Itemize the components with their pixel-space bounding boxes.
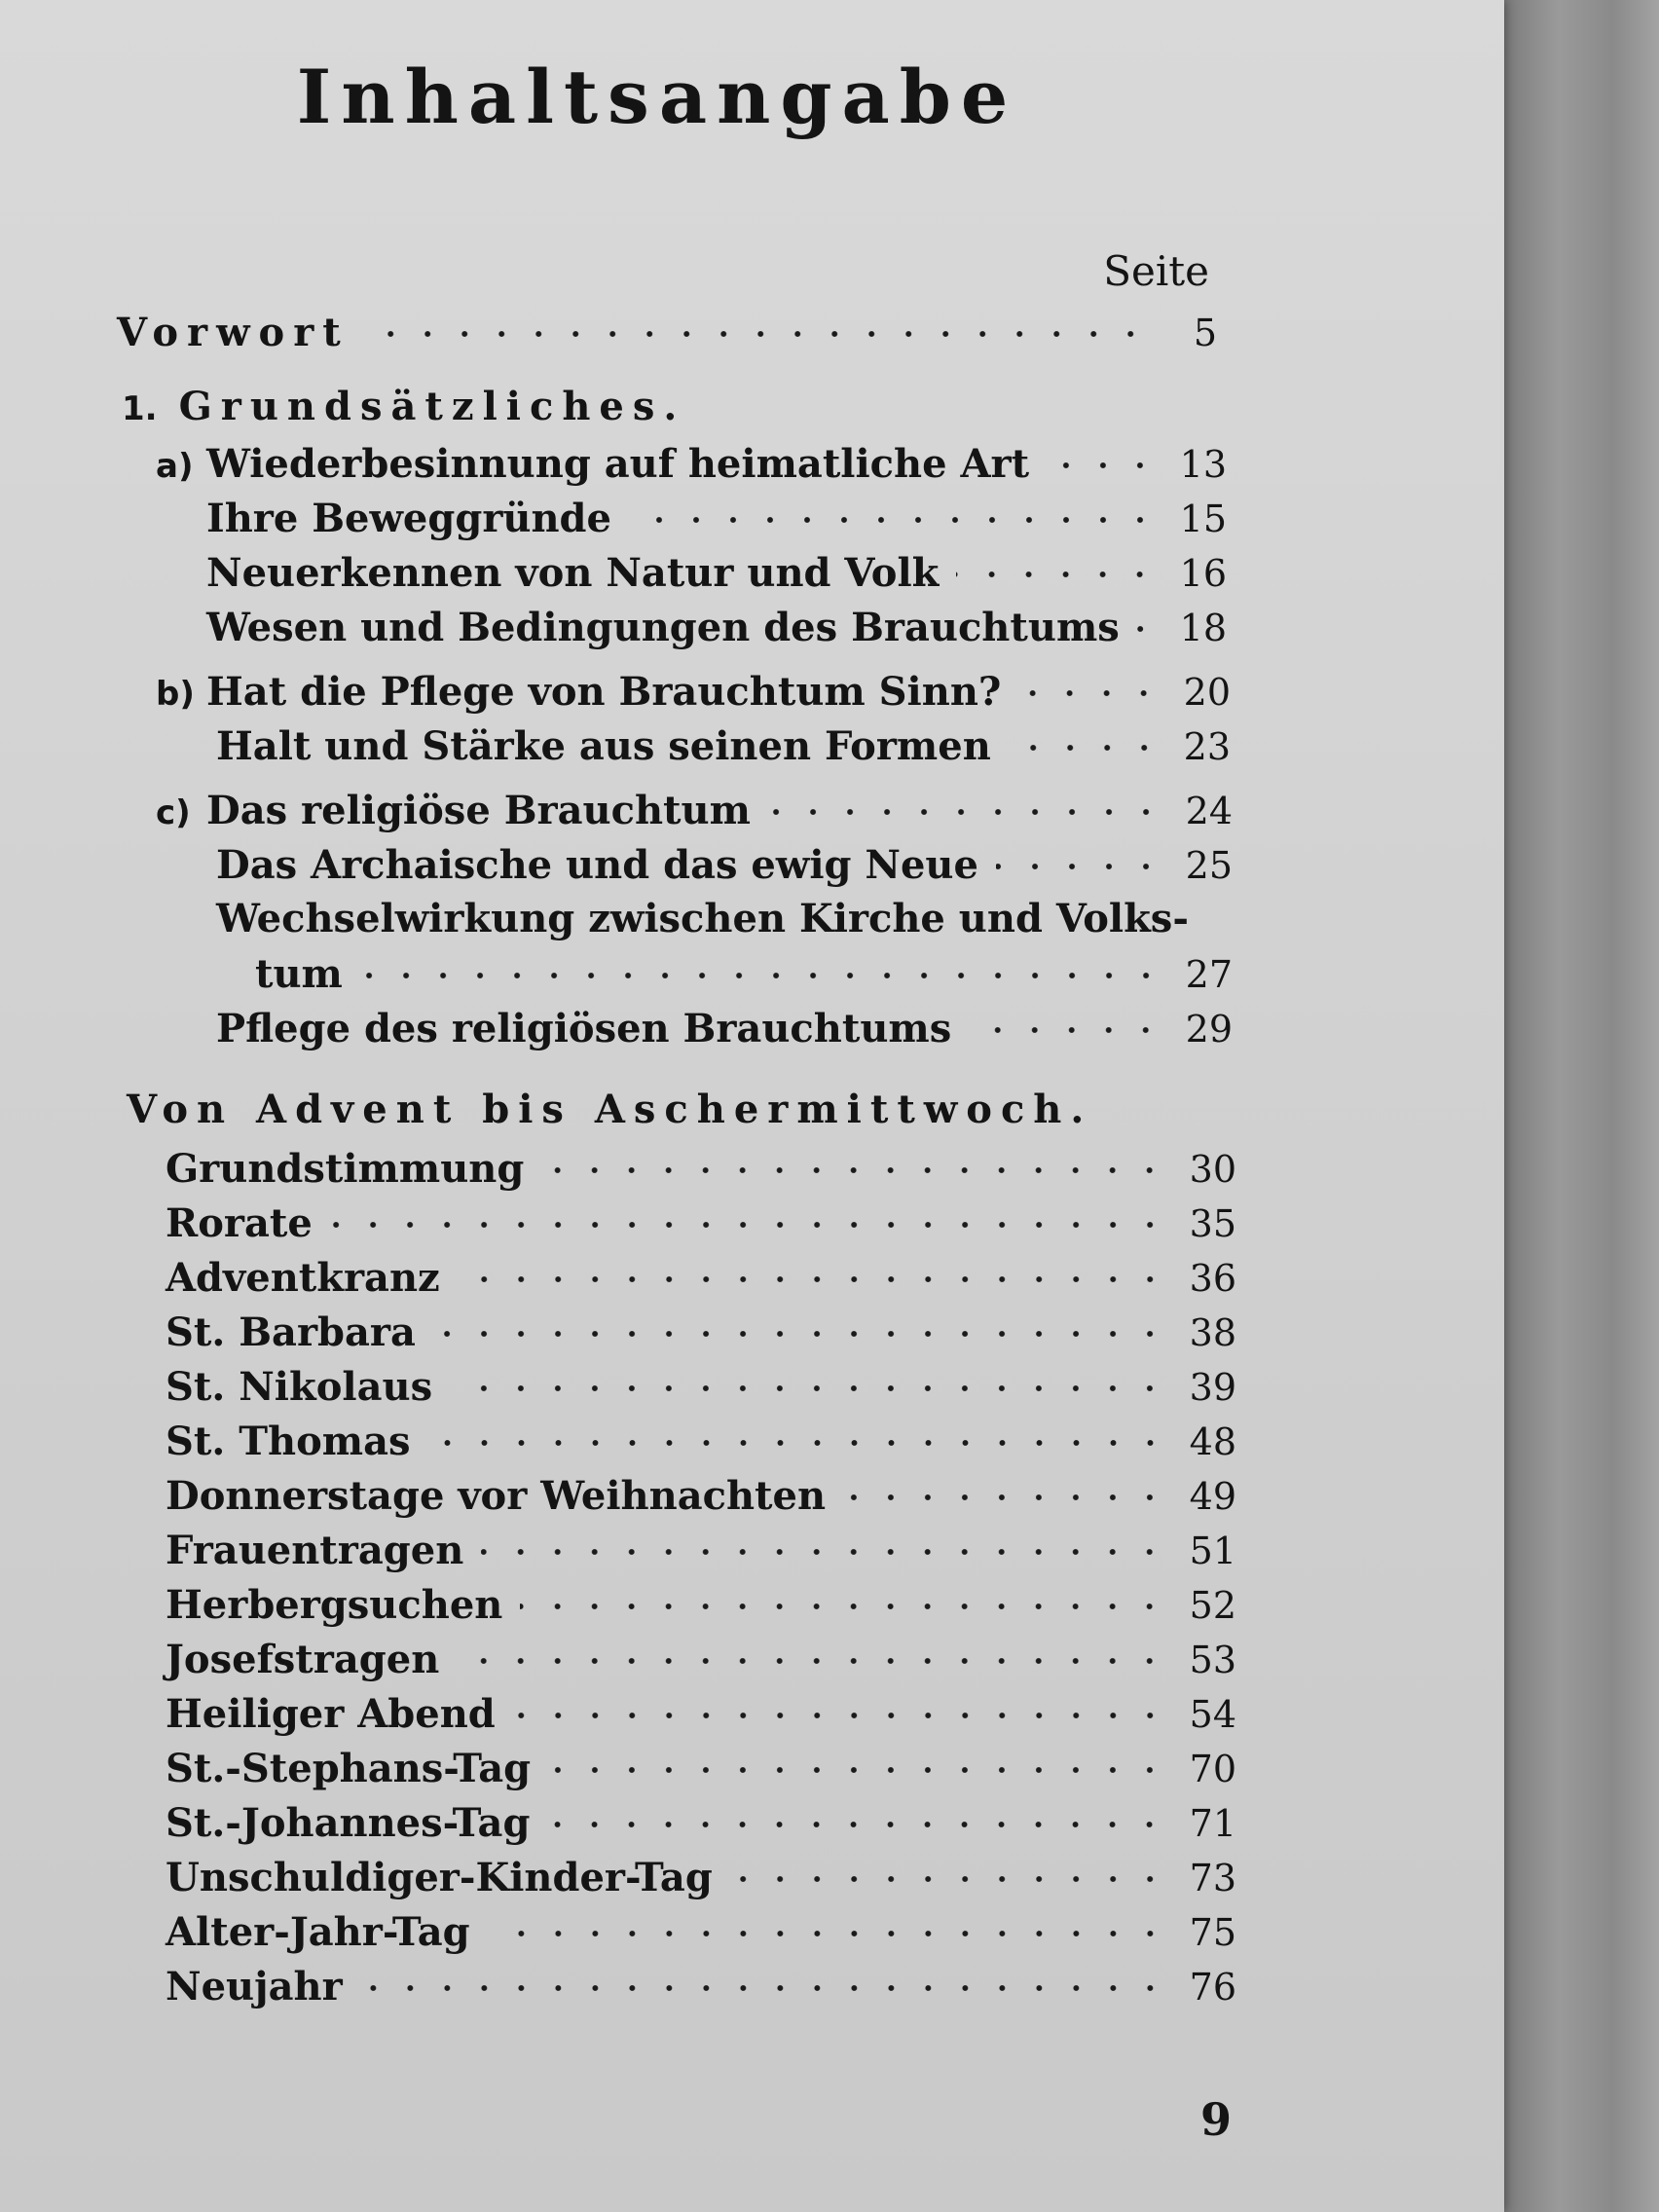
toc-page-number: 30 (1189, 1148, 1236, 1191)
toc-section-heading (127, 1085, 1227, 1135)
toc-entry (216, 720, 1231, 771)
toc-entry-label: Vorwort (117, 310, 350, 355)
toc-page-number: 49 (1189, 1475, 1236, 1518)
toc-page-number: 27 (1185, 953, 1233, 996)
dot-leader (1018, 674, 1162, 713)
toc-page-number: 16 (1179, 552, 1227, 595)
dot-leader (481, 1532, 1168, 1571)
toc-page-number: 36 (1189, 1257, 1236, 1300)
toc-entry-label: St.-Johannes-Tag (166, 1800, 531, 1846)
toc-entry-label: Neuerkennen von Natur und Volk (206, 550, 940, 596)
toc-entry (166, 1252, 1236, 1303)
toc-entry (166, 1688, 1236, 1739)
toc-entry-label: St. Nikolaus (166, 1364, 433, 1410)
toc-page-number: 70 (1189, 1748, 1236, 1790)
toc-entry-label: Josefstragen (166, 1637, 440, 1682)
dot-leader (1047, 446, 1159, 485)
toc-entry-label: Grundsätzliches. (178, 384, 686, 429)
toc-entry-label: Unschuldiger-Kinder-Tag (166, 1855, 713, 1900)
dot-leader (768, 793, 1164, 831)
toc-section-heading (122, 382, 1222, 432)
toc-entry-label: Alter-Jahr-Tag (166, 1909, 470, 1955)
toc-entry-label: Grundstimmung (166, 1146, 525, 1192)
dot-leader (1009, 728, 1162, 767)
toc-entry (166, 1579, 1236, 1630)
dot-leader (458, 1260, 1168, 1299)
toc-page-number: 23 (1183, 725, 1231, 768)
toc-entry (255, 948, 1233, 999)
toc-entry-label: Wesen und Bedingungen des Brauchtums (206, 605, 1120, 650)
toc-page-number: 35 (1189, 1202, 1236, 1245)
toc-entry-label: St. Barbara (166, 1309, 416, 1355)
toc-entry-vorwort (117, 307, 1217, 357)
toc-entry (166, 1307, 1236, 1357)
toc-page-number: 52 (1189, 1584, 1236, 1627)
subsection-marker: b) (156, 675, 195, 714)
toc-entry-label: Rorate (166, 1200, 313, 1246)
folio-page-number: 9 (1199, 2093, 1232, 2146)
dot-leader (1137, 609, 1159, 648)
toc-page-number: 5 (1193, 312, 1217, 354)
toc-page-number: 18 (1179, 607, 1227, 649)
toc-page-number: 25 (1185, 844, 1233, 887)
toc-entry-label: Ihre Beweggründe (206, 496, 611, 541)
dot-leader (513, 1696, 1168, 1735)
toc-entry (166, 1470, 1236, 1521)
toc-entry-label: St. Thomas (166, 1419, 411, 1464)
binding-strip (1504, 0, 1659, 2212)
page-title: Inhaltsangabe (296, 54, 1018, 140)
dot-leader (428, 1423, 1168, 1462)
toc-page-number: 54 (1189, 1693, 1236, 1736)
toc-entry (166, 1525, 1236, 1575)
toc-page-number: 29 (1185, 1008, 1233, 1051)
toc-entry (206, 493, 1227, 543)
toc-entry (156, 666, 1231, 717)
toc-page-number: 53 (1189, 1639, 1236, 1681)
toc-page-number: 39 (1189, 1366, 1236, 1409)
toc-entry-label: Das religiöse Brauchtum (206, 788, 751, 833)
toc-entry-label: Heiliger Abend (166, 1691, 496, 1737)
section-number: 1. (122, 389, 158, 428)
dot-leader (996, 847, 1164, 886)
toc-entry-label: Wiederbesinnung auf heimatliche Art (206, 441, 1030, 487)
toc-entry-label: tum (255, 951, 343, 997)
toc-page-number: 73 (1189, 1857, 1236, 1899)
dot-leader (956, 555, 1159, 594)
toc-entry (216, 1003, 1233, 1053)
dot-leader (843, 1478, 1168, 1517)
toc-entry (166, 1361, 1236, 1412)
dot-leader (433, 1314, 1168, 1353)
toc-entry-label: Frauentragen (166, 1528, 464, 1573)
toc-entry-label: Neujahr (166, 1964, 343, 2009)
dot-leader (520, 1587, 1168, 1626)
dot-leader (547, 1805, 1168, 1844)
toc-entry (166, 1743, 1236, 1793)
dot-leader (629, 500, 1159, 539)
toc-entry-label: Herbergsuchen (166, 1582, 503, 1628)
toc-page-number: 51 (1189, 1530, 1236, 1572)
toc-entry-label: Donnerstage vor Weihnachten (166, 1473, 827, 1519)
toc-entry (166, 1198, 1236, 1248)
toc-entry (206, 547, 1227, 598)
toc-page-number: 48 (1189, 1420, 1236, 1463)
toc-entry (216, 894, 1233, 944)
toc-entry (166, 1852, 1236, 1902)
toc-entry (156, 785, 1233, 835)
dot-leader (360, 1969, 1168, 2008)
dot-leader (488, 1914, 1168, 1953)
toc-page-number: 13 (1179, 443, 1227, 486)
dot-leader (548, 1751, 1168, 1789)
dot-leader (969, 1011, 1164, 1050)
toc-page-number: 75 (1189, 1911, 1236, 1954)
toc-entry (166, 1416, 1236, 1466)
toc-entry (166, 1143, 1236, 1194)
toc-entry (206, 602, 1227, 652)
toc-entry-label: Hat die Pflege von Brauchtum Sinn? (206, 669, 1002, 715)
dot-leader (457, 1641, 1168, 1680)
page-column-label: Seite (1103, 247, 1209, 295)
toc-entry (166, 1906, 1236, 1957)
toc-page-number: 15 (1179, 498, 1227, 540)
toc-page-number: 24 (1185, 790, 1233, 832)
subsection-marker: c) (156, 793, 191, 832)
dot-leader (541, 1151, 1168, 1190)
toc-entry-label: Pflege des religiösen Brauchtums (216, 1006, 952, 1051)
toc-entry (156, 438, 1227, 489)
toc-entry (166, 1797, 1236, 1848)
dot-leader (330, 1205, 1168, 1244)
toc-entry (166, 1961, 1236, 2011)
dot-leader (730, 1860, 1168, 1899)
toc-page-number: 38 (1189, 1311, 1236, 1354)
toc-entry-label: Wechselwirkung zwischen Kirche und Volks- (216, 896, 1189, 941)
toc-entry-label: Adventkranz (166, 1255, 440, 1301)
toc-entry-label: Von Advent bis Aschermittwoch. (127, 1087, 1093, 1132)
dot-leader (450, 1369, 1168, 1408)
toc-entry (166, 1634, 1236, 1684)
toc-page-number: 76 (1189, 1966, 1236, 2009)
dot-leader (367, 314, 1149, 353)
toc-entry-label: Halt und Stärke aus seinen Formen (216, 723, 991, 769)
toc-page-number: 20 (1183, 671, 1231, 714)
toc-entry-label: St.-Stephans-Tag (166, 1746, 532, 1791)
subsection-marker: a) (156, 447, 194, 486)
dot-leader (360, 956, 1164, 995)
toc-page-number: 71 (1189, 1802, 1236, 1845)
toc-entry (216, 839, 1233, 890)
toc-entry-label: Das Archaische und das ewig Neue (216, 842, 978, 888)
